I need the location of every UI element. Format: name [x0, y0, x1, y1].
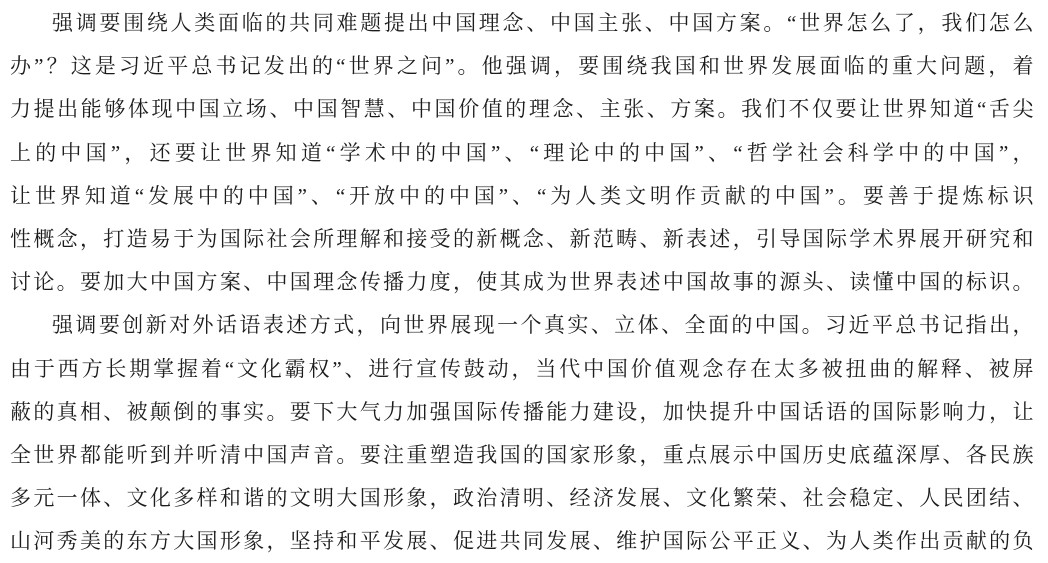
text-line: 让世界知道“发展中的中国”、“开放中的中国”、“为人类文明作贡献的中国”。要善于提炼标识	[10, 183, 1035, 208]
text-line: 蔽的真相、被颠倒的事实。要下大气力加强国际传播能力建设，加快提升中国话语的国际影响力，让	[10, 399, 1035, 424]
text-line: 性概念，打造易于为国际社会所理解和接受的新概念、新范畴、新表述，引导国际学术界展开研究和	[10, 226, 1035, 251]
paragraph	[10, 2, 1035, 304]
text-line: 山河秀美的东方大国形象，坚持和平发展、促进共同发展、维护国际公平正义、为人类作出贡献的负	[10, 529, 1035, 554]
paragraph	[10, 304, 1035, 563]
text-line: 强调要围绕人类面临的共同难题提出中国理念、中国主张、中国方案。“世界怎么了，我们怎么	[52, 11, 1035, 35]
text-line: 由于西方长期掌握着“文化霸权”、进行宣传鼓动，当代中国价值观念存在太多被扭曲的解释、被屏	[10, 356, 1035, 381]
text-line: 办”？这是习近平总书记发出的“世界之问”。他强调，要围绕我国和世界发展面临的重大问题，着	[10, 54, 1035, 79]
text-line: 讨论。要加大中国方案、中国理念传播力度，使其成为世界表述中国故事的源头、读懂中国的标识。	[10, 270, 1035, 295]
text-line: 上的中国”，还要让世界知道“学术中的中国”、“理论中的中国”、“哲学社会科学中的中国”，	[10, 140, 1035, 165]
text-line: 多元一体、文化多样和谐的文明大国形象，政治清明、经济发展、文化繁荣、社会稳定、人民团结、	[10, 486, 1035, 511]
text-line: 全世界都能听到并听清中国声音。要注重塑造我国的国家形象，重点展示中国历史底蕴深厚、各民族	[10, 442, 1035, 467]
text-line: 力提出能够体现中国立场、中国智慧、中国价值的理念、主张、方案。我们不仅要让世界知道“舌尖	[10, 97, 1035, 122]
text-line: 强调要创新对外话语表述方式，向世界展现一个真实、立体、全面的中国。习近平总书记指出，	[52, 313, 1035, 338]
